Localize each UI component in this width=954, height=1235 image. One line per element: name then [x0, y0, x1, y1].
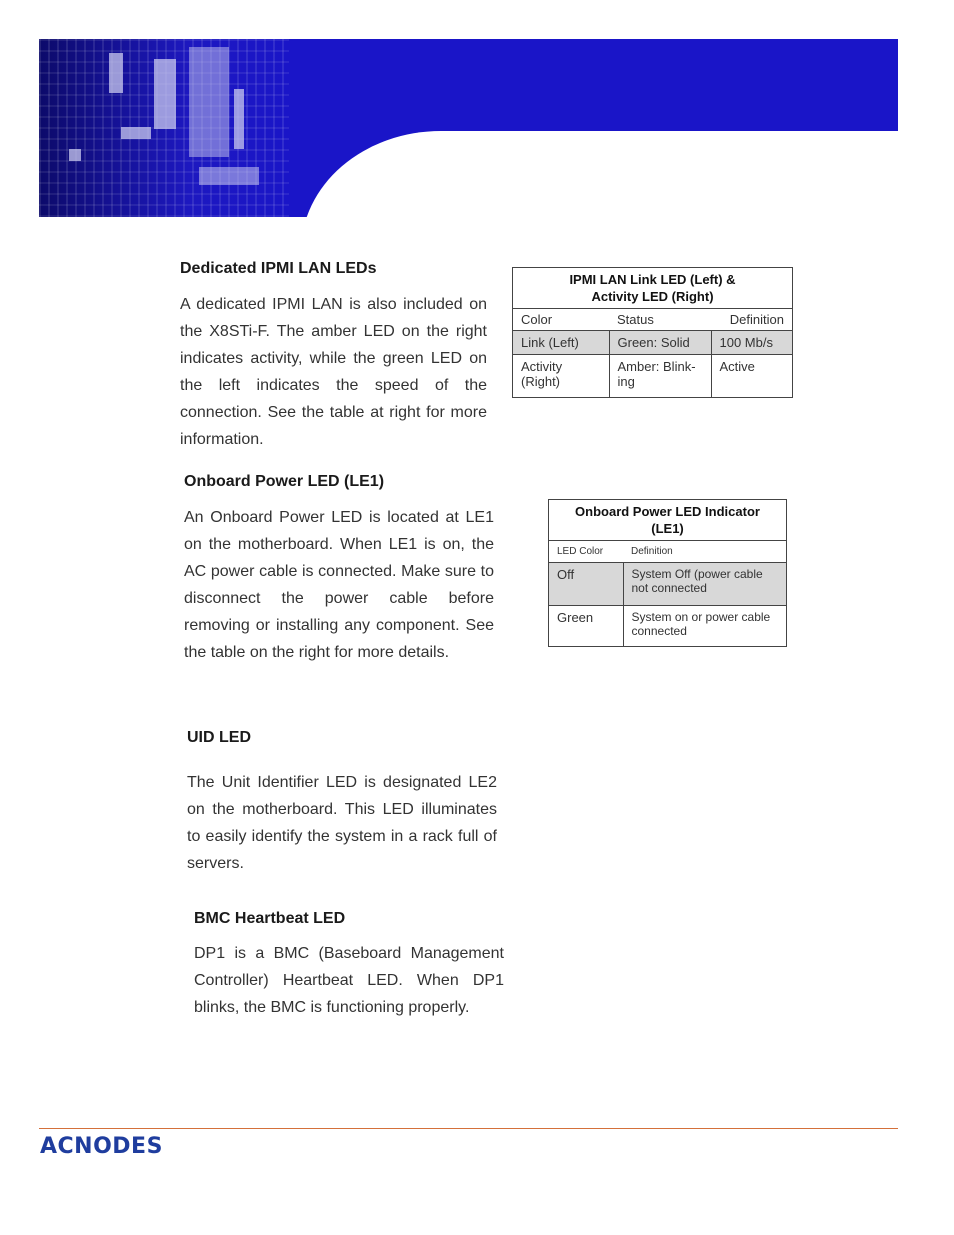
- table-cell: System on or power cable connected: [623, 606, 787, 647]
- section-heading-ipmi-lan-leds: Dedicated IPMI LAN LEDs: [180, 260, 377, 277]
- ipmi-header-definition: Definition: [711, 309, 793, 331]
- section-paragraph-onboard-power-led: An Onboard Power LED is located at LE1 on the motherboard. When LE1 is on, the AC power cable is connected. Make sure to disconnect the power cable before removing or installing any component. See the table on the right for more details.: [184, 509, 494, 661]
- section-heading-bmc-heartbeat-led: BMC Heartbeat LED: [194, 910, 346, 927]
- section-heading-uid-led: UID LED: [187, 729, 251, 746]
- table-cell: 100 Mb/s: [711, 331, 793, 355]
- power-header-definition: Definition: [623, 541, 787, 563]
- onboard-power-led-table: [548, 499, 787, 647]
- table-cell: Off: [549, 563, 624, 606]
- table-row: [513, 355, 793, 398]
- ipmi-lan-led-table: [512, 267, 793, 398]
- motherboard-image: [39, 39, 289, 217]
- table-row: [549, 606, 787, 647]
- acnodes-logo: ACNODES: [40, 1134, 163, 1159]
- power-table-title-line1: Onboard Power LED Indicator: [575, 504, 760, 519]
- table-cell: Amber: Blink-ing: [609, 355, 711, 398]
- section-paragraph-ipmi-lan-leds: A dedicated IPMI LAN is also included on the X8STi-F. The amber LED on the right indicates activity, while the green LED on the left indicates the speed of the connection. See the table at right for more information.: [180, 296, 487, 448]
- power-table-title-line2: (LE1): [651, 521, 684, 536]
- table-cell: Green: [557, 610, 594, 625]
- banner-curve: [301, 131, 898, 217]
- power-table-title: [549, 500, 787, 541]
- table-cell: Active: [711, 355, 793, 398]
- ipmi-table-title-line2: Activity LED (Right): [591, 289, 714, 304]
- table-cell: Link (Left): [513, 331, 610, 355]
- power-header-led-color: LED Color: [549, 541, 624, 563]
- table-row: [513, 331, 793, 355]
- table-cell: System Off (power cable not connected: [623, 563, 787, 606]
- table-cell: Activity (Right): [521, 359, 563, 389]
- section-paragraph-uid-led: The Unit Identifier LED is designated LE2 on the motherboard. This LED illuminates to easily identify the system in a rack full of servers.: [187, 774, 497, 872]
- section-paragraph-bmc-heartbeat-led: DP1 is a BMC (Baseboard Management Controller) Heartbeat LED. When DP1 blinks, the BMC is functioning properly.: [194, 945, 504, 1016]
- ipmi-header-status: Status: [609, 309, 711, 331]
- footer-divider: [39, 1128, 898, 1129]
- ipmi-table-title: [513, 268, 793, 309]
- section-heading-onboard-power-led: Onboard Power LED (LE1): [184, 473, 385, 490]
- ipmi-header-color: Color: [513, 309, 610, 331]
- header-banner: [39, 39, 898, 217]
- table-cell: Green: Solid: [609, 331, 711, 355]
- table-row: [549, 563, 787, 606]
- ipmi-table-title-line1: IPMI LAN Link LED (Left) &: [569, 272, 736, 287]
